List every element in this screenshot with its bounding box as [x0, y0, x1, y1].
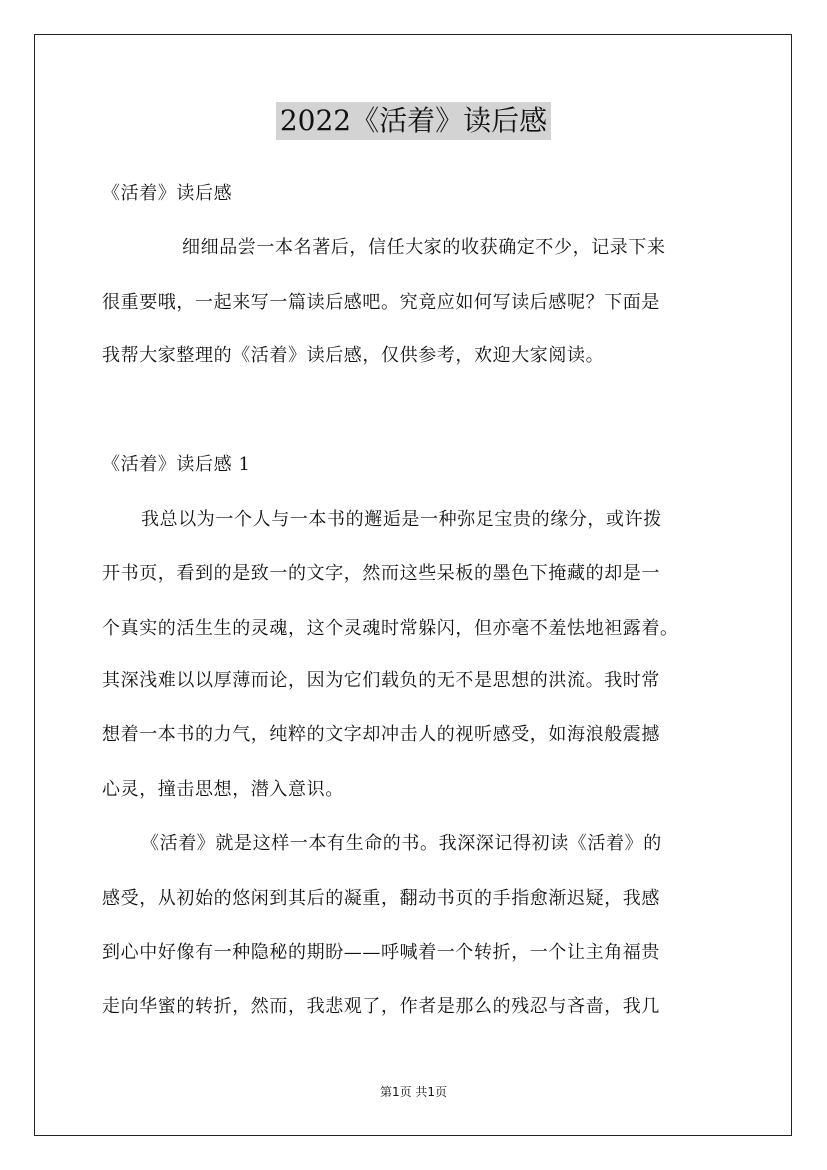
document-title — [0, 102, 827, 140]
paragraph-line: 其深浅难以以厚薄而论，因为它们载负的无不是思想的洪流。我时常 — [102, 670, 660, 691]
document-title-text: 2022《活着》读后感 — [276, 102, 551, 140]
paragraph-line: 到心中好像有一种隐秘的期盼——呼喊着一个转折，一个让主角福贵 — [102, 942, 660, 963]
intro-line: 我帮大家整理的《活着》读后感，仅供参考，欢迎大家阅读。 — [102, 345, 605, 366]
paragraph-line: 心灵，撞击思想，潜入意识。 — [102, 779, 344, 800]
paragraph-line: 个真实的活生生的灵魂，这个灵魂时常躲闪，但亦毫不羞怯地袒露着。 — [102, 618, 679, 639]
paragraph-line: 想着一本书的力气，纯粹的文字却冲击人的视听感受，如海浪般震撼 — [102, 724, 660, 745]
intro-line: 很重要哦，一起来写一篇读后感吧。究竟应如何写读后感呢？下面是 — [102, 292, 660, 313]
paragraph-line: 我总以为一个人与一本书的邂逅是一种弥足宝贵的缘分，或许拨 — [141, 509, 662, 530]
page-footer: 第1页 共1页 — [379, 1085, 448, 1099]
document-subtitle: 《活着》读后感 — [102, 183, 233, 204]
section-heading: 《活着》读后感 1 — [102, 454, 251, 475]
paragraph-line: 感受，从初始的悠闲到其后的凝重，翻动书页的手指愈渐迟疑，我感 — [102, 888, 660, 909]
paragraph-line: 走向华蜜的转折，然而，我悲观了，作者是那么的残忍与吝啬，我几 — [102, 996, 660, 1017]
paragraph-line: 开书页，看到的是致一的文字，然而这些呆板的墨色下掩藏的却是一 — [102, 563, 660, 584]
intro-line: 细细品尝一本名著后，信任大家的收获确定不少，记录下来 — [182, 237, 666, 258]
paragraph-line: 《活着》就是这样一本有生命的书。我深深记得初读《活着》的 — [141, 833, 662, 854]
